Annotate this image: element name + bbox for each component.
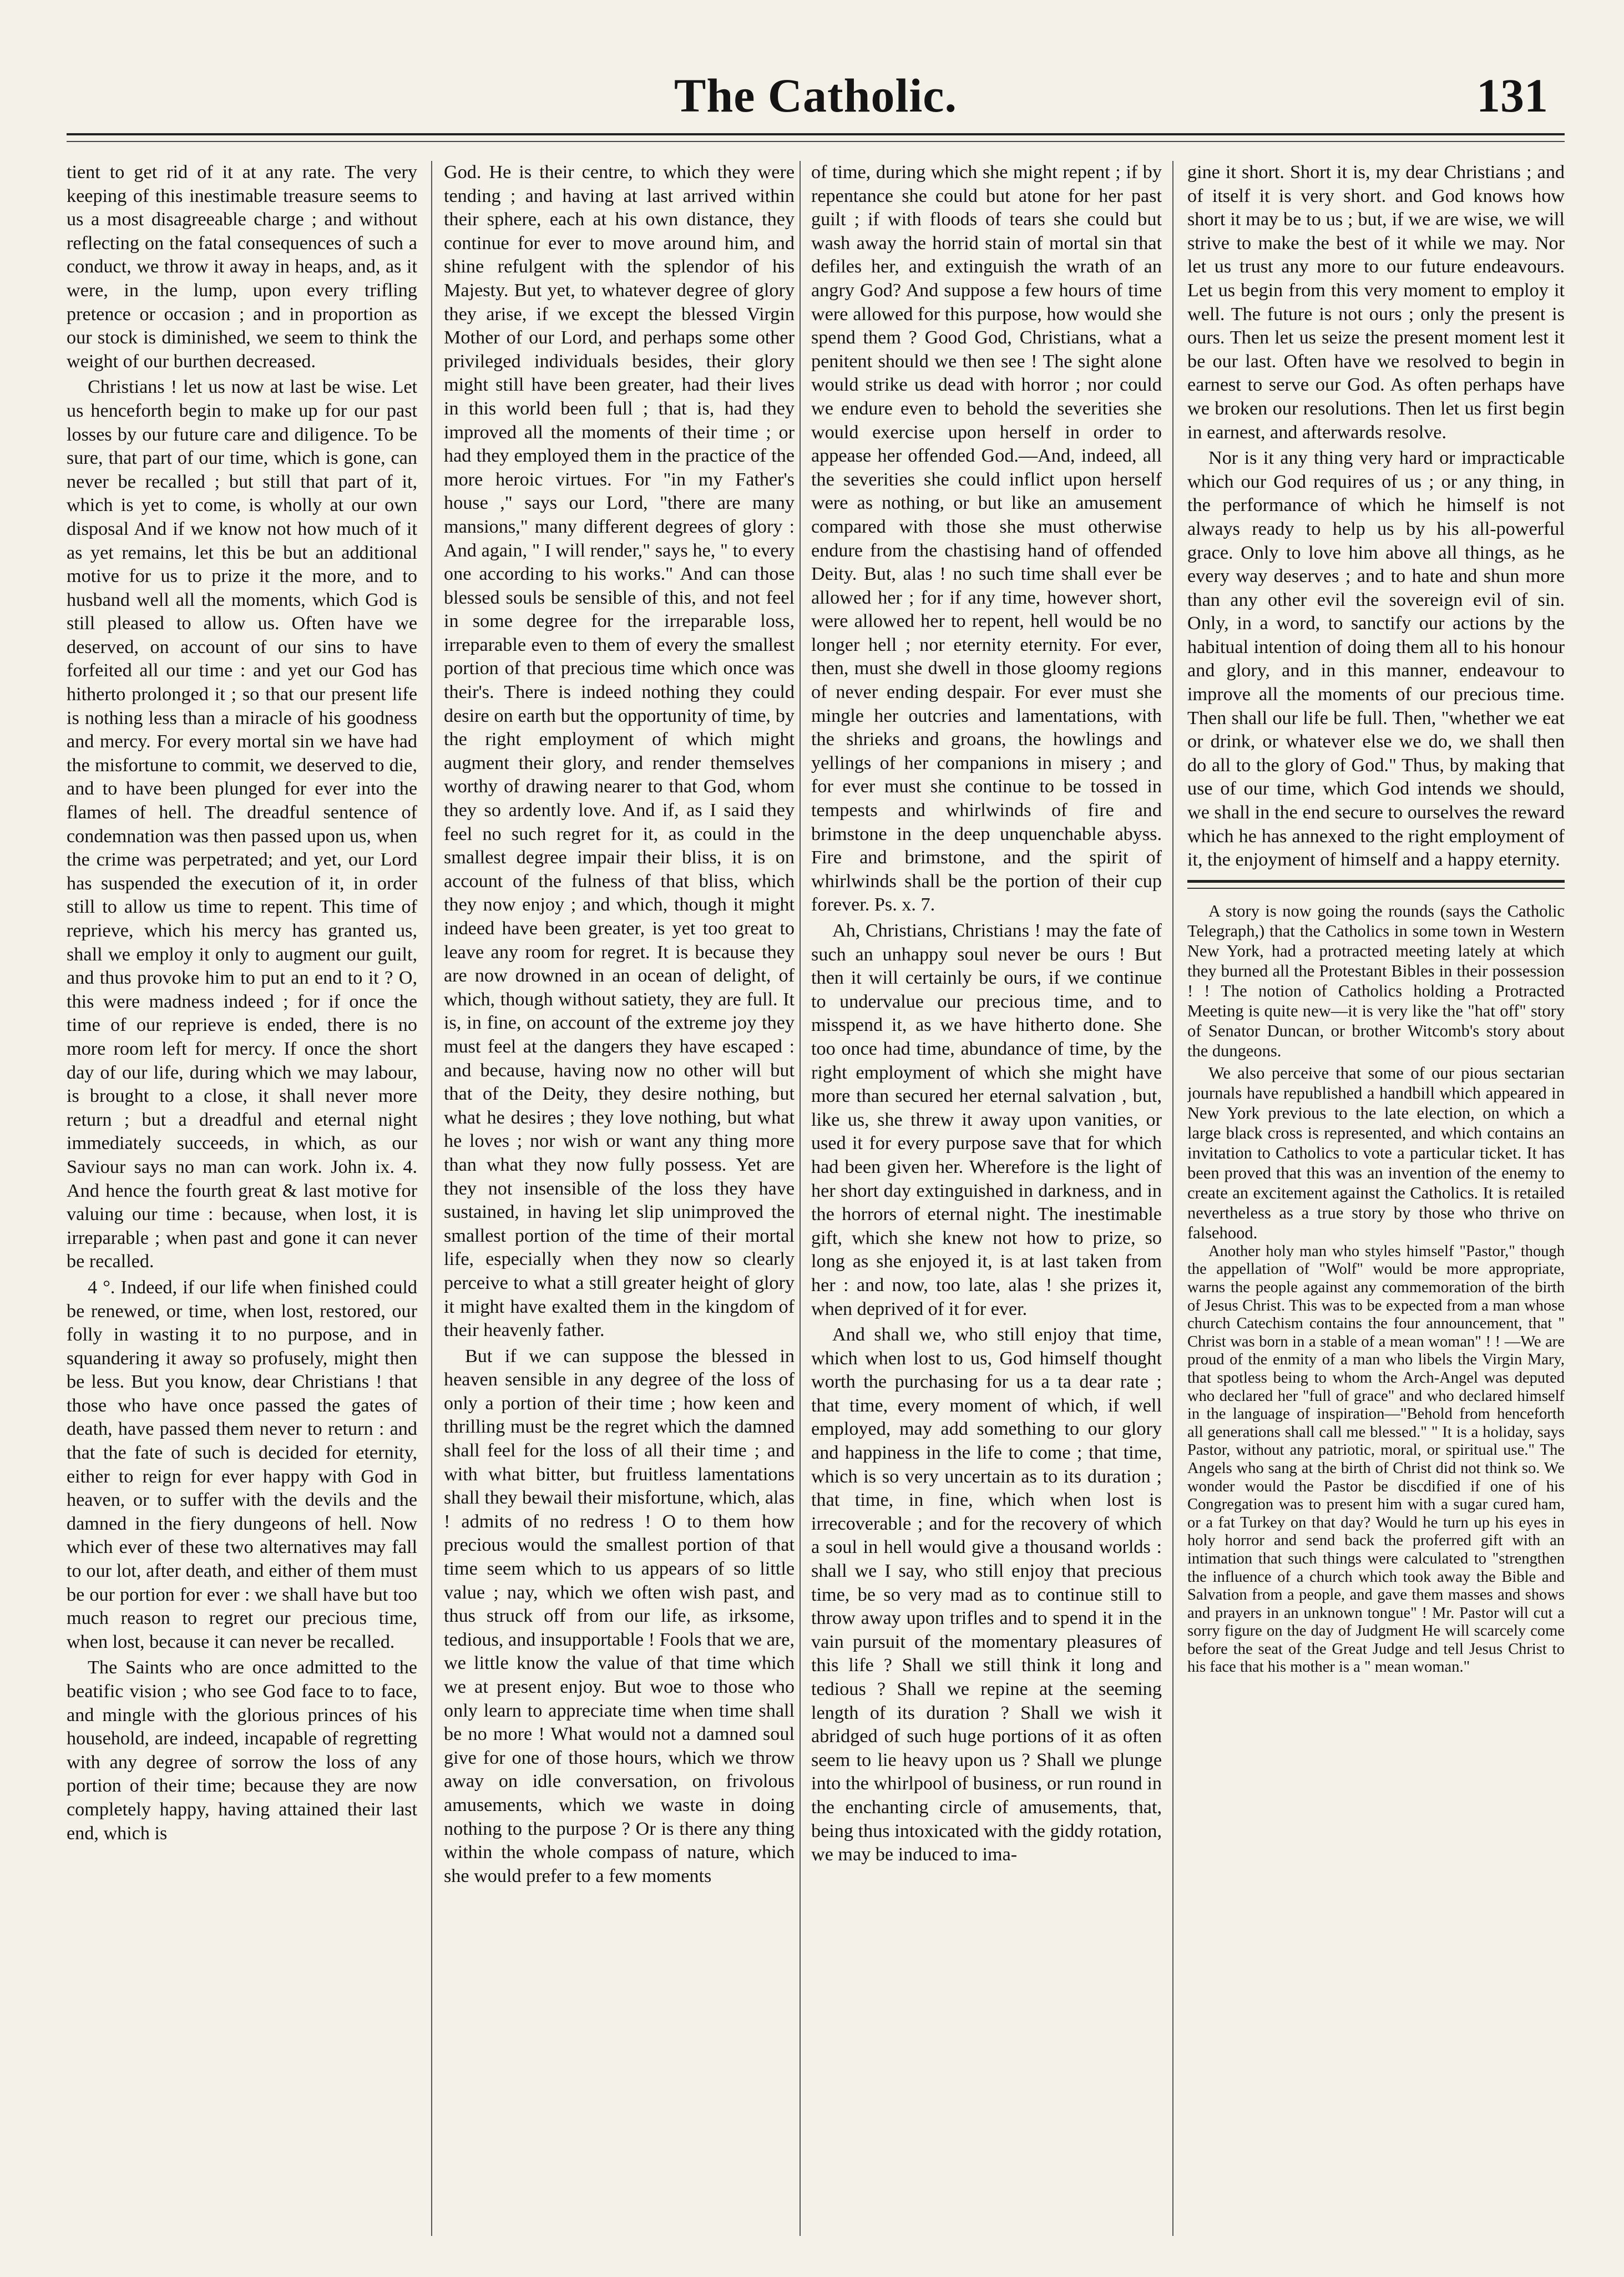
page-number: 131 <box>1476 69 1548 122</box>
paragraph: Nor is it any thing very hard or impracticable which our God requires of us ; or any thing, in the performance of which he himself is not always ready to help us by his all-powerful grace. Only to love him above all things, as he every way deserves ; and to hate and shun more than any other evil the sovereign evil of sin. Only, in a word, to sanctify our actions by the habitual intention of doing them all to his honour and glory, and in this manner, endeavour to improve all the moments of our precious time. Then shall our life be full. Then, "whether we eat or drink, or whatever else we do, we shall then do all to the glory of God." Thus, by making that use of our time, which God intends we should, we shall in the end secure to ourselves the reward which he has annexed to the right employment of it, the enjoyment of himself and a happy eternity. <box>1187 448 1565 871</box>
paragraph: of time, during which she might repent ; if by repentance she could but atone for her past guilt ; if with floods of tears she could but wash away the horrid stain of mortal sin that defiles her, and extinguish the wrath of an angry God? And suppose a few hours of time were allowed for this purpose, how would she spend them ? Good God, Christians, what a penitent should we then see ! The sight alone would strike us dead with horror ; nor could we endure even to behold the severities she would exercise upon herself in order to appease her offended God.—And, indeed, all the severities she could inflict upon herself were as nothing, or but like an amusement compared with those she must otherwise endure from the chastising hand of offended Deity. But, alas ! no such time shall ever be allowed her ; for if any time, however short, were allowed her to repent, hell would be no longer hell ; nor eternity eternity. For ever, then, must she dwell in those gloomy regions of never ending despair. For ever must she mingle her outcries and lamentations, with the shrieks and groans, the howlings and yellings of her companions in misery ; and for ever must she continue to be tossed in tempests and whirlwinds of fire and brimstone in the deep unquenchable abyss. Fire and brimstone, and the spirit of whirlwinds shall be the portion of their cup forever. Ps. x. 7. <box>811 162 1162 915</box>
column-rule <box>431 161 432 2236</box>
news-paragraph: Another holy man who styles himself "Pastor," though the appellation of "Wolf" would be more appropriate, warns the people against any commemoration of the birth of Jesus Christ. This was to be expected from a man whose church Catechism contains the four announcement, that " Christ was born in a stable of a mean woman" ! ! —We are proud of the enmity of a man who libels the Virgin Mary, that spotless being to whom the Arch-Angel was deputed who declared her "full of grace" and who declared himself in the language of inspiration—"Behold from henceforth all generations shall call me blessed." " It is a holiday, says Pastor, without any patriotic, moral, or spiritual use." The Angels who sang at the birth of Christ did not think so. We wonder would the Pastor be discdified if one of his Congregation was to present him with a sugar cured ham, or a fat Turkey on that day? Would he turn up his eyes in holy horror and send back the proferred gift with an intimation that such things were calculated to "strengthen the influence of a church which took away the Bible and Salvation from a people, and gave them masses and shows and prayers in an unknown tongue" ! Mr. Pastor will cut a sorry figure on the day of Judgment He will scarcely come before the seat of the Great Judge and tell Jesus Christ to his face that his mother is a " mean woman." <box>1187 1242 1565 1676</box>
paragraph: Ah, Christians, Christians ! may the fate of such an unhappy soul never be ours ! But then it will certainly be ours, if we continue to undervalue our precious time, and to misspend it, as we have hitherto done. She too once had time, abundance of time, by the right employment of which she might have more than secured her eternal salvation , but, like us, she threw it away upon vanities, or used it for every purpose save that for which had been given her. Wherefore is the light of her short day extinguished in darkness, and in the horrors of eternal night. The inestimable gift, which she knew not how to prize, so long as she enjoyed it, is at last taken from her : and now, too late, alas ! she prizes it, when deprived of it for ever. <box>811 920 1162 1319</box>
header-rule <box>67 133 1565 142</box>
section-rule <box>1187 880 1565 889</box>
paragraph: The Saints who are once admitted to the beatific vision ; who see God face to to face, and mingle with the glorious princes of his household, are indeed, incapable of regretting with any degree of sorrow the loss of any portion of their time; because they are now completely happy, having attained their last end, which is <box>67 1657 417 1844</box>
paragraph: tient to get rid of it at any rate. The very keeping of this inestimable treasure seems to us a most disagreeable charge ; and without reflecting on the fatal consequences of such a conduct, we throw it away in heaps, and, as it were, in the lump, upon every trifling pretence or occasion ; and in proportion as our stock is diminished, we seem to think the weight of our burthen decreased. <box>67 162 417 372</box>
column-1 <box>67 161 417 2236</box>
paragraph: But if we can suppose the blessed in heaven sensible in any degree of the loss of only a portion of their time ; how keen and thrilling must be the regret which the damned shall feel for the loss of all their time ; and with what bitter, but fruitless lamentations shall they bewail their misfortune, which, alas ! admits of no redress ! O to them how precious would the smallest portion of that time seem which to us appears of so little value ; nay, which we often wish past, and thus struck off from our life, as irksome, tedious, and insupportable ! Fools that we are, we little know the value of that time which we at present enjoy. But woe to those who only learn to appreciate time when time shall be no more ! What would not a damned soul give for one of those hours, which we throw away on idle conversation, on frivolous amusements, which we waste in doing nothing to the purpose ? Or is there any thing within the whole compass of nature, which she would prefer to a few moments <box>444 1345 795 1886</box>
paragraph: gine it short. Short it is, my dear Christians ; and of itself it is very short. and God knows how short it may be to us ; but, if we are wise, we will strive to make the best of it while we may. Nor let us trust any more to our future endeavours. Let us begin from this very moment to employ it well. The future is not ours ; only the present is ours. Then let us seize the present moment lest it be our last. Often have we resolved to begin in earnest to serve our God. As often perhaps have we broken our resolutions. Then let us first begin in earnest, and afterwards resolve. <box>1187 162 1565 443</box>
masthead <box>67 61 1565 128</box>
paragraph: Christians ! let us now at last be wise. Let us henceforth begin to make up for our past losses by our future care and diligence. To be sure, that part of our time, which is gone, can never be recalled ; but still that part of it, which is yet to come, is wholly at our own disposal And if we know not how much of it as yet remains, let this be but an additional motive for us to prize it the more, and to husband well all the moments, which God is still pleased to allow us. Often have we deserved, on account of our sins to have forfeited all our time : and yet our God has hitherto prolonged it ; so that our present life is nothing less than a miracle of his goodness and mercy. For every mortal sin we have had the misfortune to commit, we deserved to die, and to have been plunged for ever into the flames of hell. The dreadful sentence of condemnation was then passed upon us, when the crime was perpetrated; and yet, our Lord has suspended the execution of it, in order still to allow us time to repent. This time of reprieve, which his mercy has granted us, shall we employ it only to augment our guilt, and thus provoke him to put an end to it ? O, this were madness indeed ; for if once the time of our reprieve is ended, there is no more room left for mercy. If once the short day of our life, during which we may labour, is brought to a close, it shall never more return ; but a dreadful and eternal night immediately succeeds, in which, as our Saviour says no man can work. John ix. 4. And hence the fourth great & last motive for valuing our time : because, when lost, it is irreparable ; when past and gone it can never be recalled. <box>67 377 417 1272</box>
column-rule <box>800 161 801 2236</box>
page-title: The Catholic. <box>674 69 957 122</box>
news-paragraph: We also perceive that some of our pious sectarian journals have republished a handbill which appeared in New York previous to the late election, on which a large black cross is represented, and which contains an invitation to Catholics to vote a particular ticket. It has been proved that this was an invention of the enemy to create an excitement against the Catholics. It is retailed nevertheless as a true story by those who thrive on falsehood. <box>1187 1063 1565 1242</box>
column-3 <box>811 161 1162 2236</box>
column-rule <box>1172 161 1173 2236</box>
news-items <box>1187 901 1565 1243</box>
column-2 <box>444 161 795 2236</box>
news-items-small <box>1187 1243 1565 1677</box>
paragraph: 4 °. Indeed, if our life when finished could be renewed, or time, when lost, restored, our folly in wasting it to no purpose, and in squandering it away so profusely, might then be less. But you know, dear Christians ! that those who have once passed the gates of death, have passed them never to return : and that the fate of such is decided for eternity, either to reign for ever happy with God in heaven, or to suffer with the devils and the damned in the fiery dungeons of hell. Now which ever of these two alternatives may fall to our lot, after death, and either of them must be our portion for ever : we shall have but too much reason to regret our precious time, when lost, because it can never be recalled. <box>67 1277 417 1652</box>
column-4 <box>1187 161 1565 2236</box>
paragraph: God. He is their centre, to which they were tending ; and having at last arrived within their sphere, each at his own distance, they continue for ever to move around him, and shine refulgent with the splendor of his Majesty. But yet, to whatever degree of glory they arise, if we except the blessed Virgin Mother of our Lord, and perhaps some other privileged individuals besides, their glory might still have been greater, had their lives in this world been full ; that is, had they improved all the moments of their time ; or had they employed them in the practice of the more heroic virtues. For "in my Father's house ," says our Lord, "there are many mansions," many different degrees of glory : And again, " I will render," says he, " to every one according to his works." And can those blessed souls be sensible of this, and not feel in some degree for the irreparable loss, irreparable even to them of every the smallest portion of that precious time which once was their's. There is indeed nothing they could desire on earth but the opportunity of time, by the right employment of which might augment their glory, and render themselves worthy of drawing nearer to that God, whom they so ardently love. And if, as I said they feel no such regret for it, as could in the smallest degree impair their bliss, it is on account of the fulness of that bliss, which they now enjoy ; and which, though it might indeed have been greater, is yet too great to leave any room for regret. It is because they are now drowned in an ocean of delight, of which, though without satiety, they are full. It is, in fine, on account of the extreme joy they must feel at the dangers they have escaped : and because, having now no other will but that of the Deity, they desire nothing, but what he desires ; they love nothing, but what he loves ; nor wish or want any thing more than what they now fully possess. Yet are they not insensible of the loss they have sustained, in having let slip unimproved the smallest portion of the time of their mortal life, especially when they now so clearly perceive to what a still greater height of glory it might have exalted them in the kingdom of their heavenly father. <box>444 162 795 1341</box>
paragraph: And shall we, who still enjoy that time, which when lost to us, God himself thought worth the purchasing for us a ta dear rate ; that time, every moment of which, if well employed, may add something to our glory and happiness in the life to come ; that time, which is so very uncertain as to its duration ; that time, in fine, which when lost is irrecoverable ; and for the recovery of which a soul in hell would give a thousand worlds : shall we I say, who still enjoy that precious time, be so very mad as to continue still to throw away upon trifles and to spend it in the vain pursuit of the momentary pleasures of this life ? Shall we still think it long and tedious ? Shall we repine at the seeming length of its duration ? Shall we wish it abridged of such huge portions of it as often seem to lie heavy upon us ? Shall we plunge into the whirlpool of business, or run round in the enchanting circle of amusements, that, being thus intoxicated with the giddy rotation, we may be induced to ima- <box>811 1324 1162 1865</box>
news-paragraph: A story is now going the rounds (says the Catholic Telegraph,) that the Catholics in some town in Western New York, had a protracted meeting lately at which they burned all the Protestant Bibles in their possession ! ! The notion of Catholics holding a Protracted Meeting is quite new—it is very like the "hat off" story of Senator Duncan, or brother Witcomb's story about the dungeons. <box>1187 901 1565 1060</box>
